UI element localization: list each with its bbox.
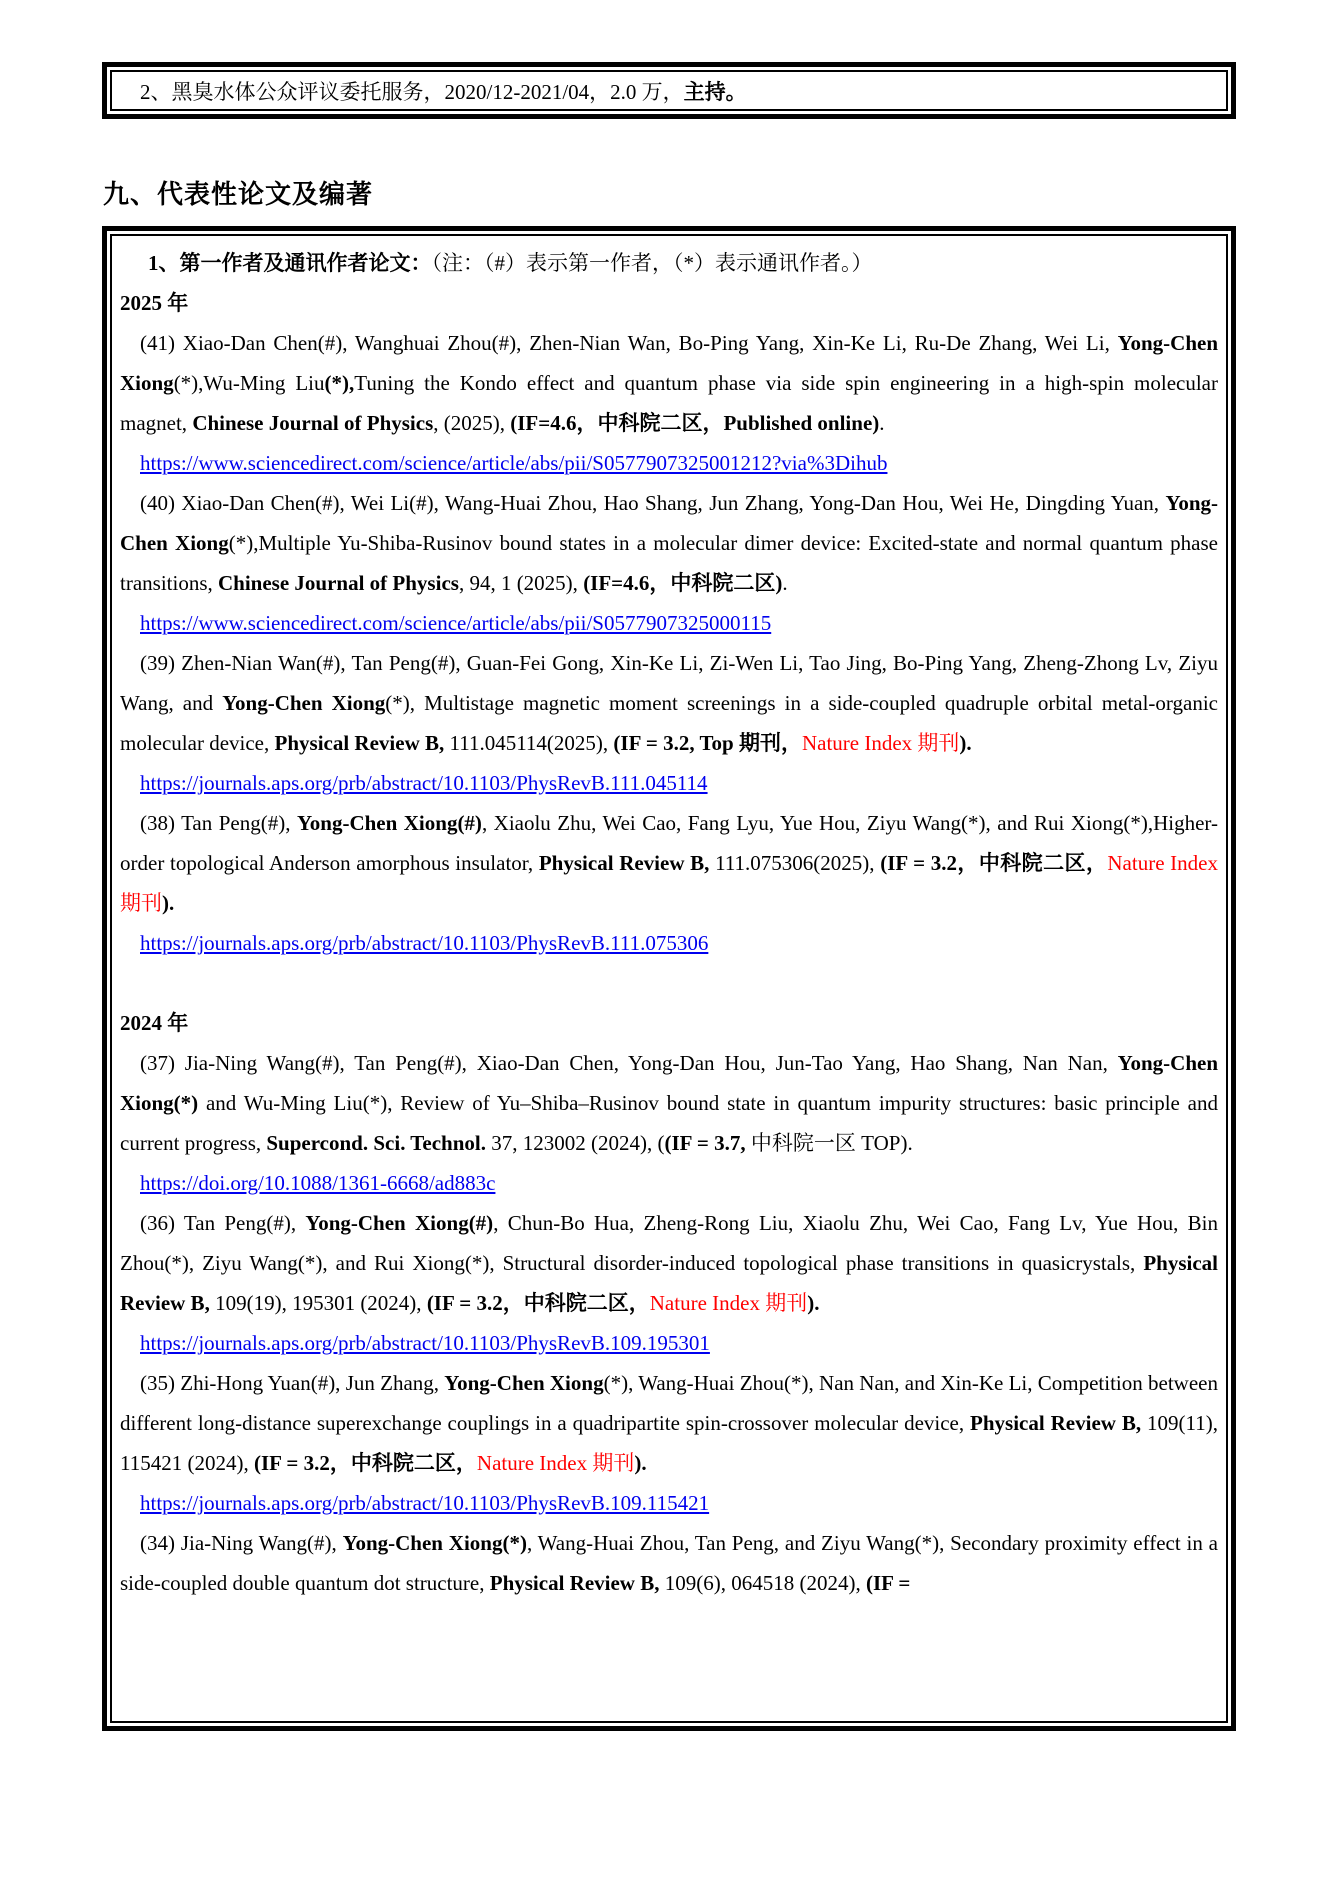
bold-text: Yong-Chen Xiong (222, 691, 386, 715)
bold-text: (IF = 3.2，中科院二区， (253, 1451, 477, 1475)
bold-text: (IF = (865, 1571, 911, 1595)
year-label: 2025 年 (120, 291, 189, 315)
bold-text: Yong-Chen Xiong (120, 331, 1218, 395)
publication-link[interactable]: https://journals.aps.org/prb/abstract/10.1103/PhysRevB.111.075306 (140, 931, 709, 955)
bold-text: (IF=4.6，中科院二区) (583, 571, 783, 595)
bold-text: ). (162, 891, 175, 915)
text-run: (41) Xiao-Dan Chen(#), Wanghuai Zhou(#), Zhen-Nian Wan, Bo-Ping Yang, Xin-Ke Li, Ru-De Zhang, Wei Li, (140, 331, 1118, 355)
text-run: , Chun-Bo Hua, Zheng-Rong Liu, Xiaolu Zhu, Wei Cao, Fang Lv, Yue Hou, Bin Zhou(*), Ziyu Wang(*), and Rui Xiong(*), Structural disorder-induced topological phase transitions in quasicrystals, (120, 1211, 1218, 1275)
bold-text: 1、第一作者及通讯作者论文： (148, 251, 432, 275)
publication-link-line (120, 763, 1218, 803)
bold-text: Yong-Chen Xiong(*) (120, 1051, 1218, 1115)
section-spacer (120, 963, 1218, 1003)
text-run: , 94, 1 (2025), (458, 571, 584, 595)
text-run: . (782, 571, 788, 595)
text-run: (35) Zhi-Hong Yuan(#), Jun Zhang, (140, 1371, 445, 1395)
publication-entry (120, 323, 1218, 443)
bold-text: (IF = 3.2，中科院二区， (426, 1291, 650, 1315)
text-run: (38) Tan Peng(#), (140, 811, 297, 835)
publication-entry (120, 1203, 1218, 1323)
publication-link-line (120, 603, 1218, 643)
text-run: 109(19), 195301 (2024), (209, 1291, 427, 1315)
bold-text: Physical Review B, (970, 1411, 1142, 1435)
text-run: , (2025), (433, 411, 511, 435)
text-run: 2、黑臭水体公众评议委托服务，2020/12-2021/04，2.0 万， (140, 80, 684, 104)
bold-text: Physical Review B, (489, 1571, 660, 1595)
text-run: (39) Zhen-Nian Wan(#), Tan Peng(#), Guan-Fei Gong, Xin-Ke Li, Zi-Wen Li, Tao Jing, Bo-Ping Yang, Zheng-Zhong Lv, Ziyu Wang, and (120, 651, 1218, 715)
publication-entry (120, 483, 1218, 603)
publications-box (102, 226, 1236, 1731)
publication-entry (120, 643, 1218, 763)
text-run: （注：（#）表示第一作者，（*）表示通讯作者。） (431, 251, 873, 275)
text-run: 111.075306(2025), (709, 851, 881, 875)
text-run: (40) Xiao-Dan Chen(#), Wei Li(#), Wang-Huai Zhou, Hao Shang, Jun Zhang, Yong-Dan Hou, Wei He, Dingding Yuan, (140, 491, 1166, 515)
publication-entry (120, 1523, 1218, 1603)
bold-text: (IF = 3.2，中科院二区， (880, 851, 1108, 875)
highlighted-text: Nature Index 期刊 (649, 1291, 808, 1315)
text-run: (*),Multiple Yu-Shiba-Rusinov bound states in a molecular dimer device: Excited-state and normal quantum phase transitions, (120, 531, 1218, 595)
publication-link-line (120, 1483, 1218, 1523)
publication-link-line (120, 1163, 1218, 1203)
text-run: (36) Tan Peng(#), (140, 1211, 306, 1235)
publication-link[interactable]: https://journals.aps.org/prb/abstract/10.1103/PhysRevB.109.195301 (140, 1331, 710, 1355)
bold-text: Yong-Chen Xiong (444, 1371, 604, 1395)
publication-entry (120, 1043, 1218, 1163)
publication-link[interactable]: https://doi.org/10.1088/1361-6668/ad883c (140, 1171, 496, 1195)
bold-text: Physical Review B, (274, 731, 445, 755)
project-item-box (102, 62, 1236, 119)
publications-box-inner (110, 234, 1228, 1723)
bold-text: (IF=4.6，中科院二区，Published online) (510, 411, 880, 435)
project-item-text (112, 72, 1226, 111)
highlighted-text: Nature Index 期刊 (801, 731, 960, 755)
publications-content (112, 236, 1226, 1603)
bold-text: (*), (324, 371, 355, 395)
bold-text: ). (634, 1451, 647, 1475)
project-item-box-inner (110, 70, 1228, 111)
publication-link[interactable]: https://journals.aps.org/prb/abstract/10.1103/PhysRevB.111.045114 (140, 771, 708, 795)
bold-text: ). (807, 1291, 820, 1315)
text-run: (37) Jia-Ning Wang(#), Tan Peng(#), Xiao-Dan Chen, Yong-Dan Hou, Jun-Tao Yang, Hao Shang, Nan Nan, (140, 1051, 1118, 1075)
bold-text: Chinese Journal of Physics (192, 411, 434, 435)
section-heading: 九、代表性论文及编著 (103, 180, 374, 209)
publication-entry (120, 1363, 1218, 1483)
publication-entry (120, 803, 1218, 923)
publication-link-line (120, 1323, 1218, 1363)
bold-text: (IF = 3.7, (664, 1131, 746, 1155)
bold-text: Physical Review B, (120, 1251, 1218, 1315)
year-label: 2024 年 (120, 1011, 189, 1035)
text-run: (34) Jia-Ning Wang(#), (140, 1531, 343, 1555)
text-run: 109(6), 064518 (2024), (659, 1571, 866, 1595)
bold-text: Yong-Chen Xiong (120, 491, 1218, 555)
bold-text: 主持。 (683, 80, 747, 104)
bold-text: Yong-Chen Xiong(*) (342, 1531, 527, 1555)
bold-text: Chinese Journal of Physics (218, 571, 459, 595)
text-run: (*), Wang-Huai Zhou(*), Nan Nan, and Xin-Ke Li, Competition between different long-distance superexchange couplings in a quadripartite spin-crossover molecular device, (120, 1371, 1218, 1435)
text-run: 109(11), 115421 (2024), (120, 1411, 1218, 1475)
bold-text: Physical Review B, (538, 851, 710, 875)
publication-link-line (120, 923, 1218, 963)
publication-link[interactable]: https://www.sciencedirect.com/science/article/abs/pii/S0577907325000115 (140, 611, 772, 635)
publication-link-line (120, 443, 1218, 483)
text-run: Tuning the Kondo effect and quantum phase via side spin engineering in a high-spin molecular magnet, (120, 371, 1218, 435)
bold-text: Yong-Chen Xiong(#) (296, 811, 482, 835)
text-run: . (879, 411, 885, 435)
text-run: and Wu-Ming Liu(*), Review of Yu–Shiba–Rusinov bound state in quantum impurity structures: basic principle and current progress, (120, 1091, 1218, 1155)
bold-text: (IF = 3.2, Top 期刊， (613, 731, 802, 755)
bold-text: ). (959, 731, 972, 755)
text-run: 中科院一区 TOP). (745, 1131, 913, 1155)
highlighted-text: Nature Index 期刊 (476, 1451, 635, 1475)
text-run: , Wang-Huai Zhou, Tan Peng, and Ziyu Wang(*), Secondary proximity effect in a side-coupled double quantum dot structure, (120, 1531, 1218, 1595)
text-run: 37, 123002 (2024), ( (485, 1131, 665, 1155)
highlighted-text: Nature Index 期刊 (120, 851, 1218, 915)
publication-link[interactable]: https://journals.aps.org/prb/abstract/10.1103/PhysRevB.109.115421 (140, 1491, 710, 1515)
bold-text: Yong-Chen Xiong(#) (305, 1211, 494, 1235)
bold-text: Supercond. Sci. Technol. (266, 1131, 486, 1155)
text-run: (*), Multistage magnetic moment screenings in a side-coupled quadruple orbital metal-organic molecular device, (120, 691, 1218, 755)
intro-line (120, 243, 1218, 283)
publication-link[interactable]: https://www.sciencedirect.com/science/article/abs/pii/S0577907325001212?via%3Dihub (140, 451, 888, 475)
text-run: (*),Wu-Ming Liu (173, 371, 325, 395)
text-run: 111.045114(2025), (444, 731, 614, 755)
text-run: , Xiaolu Zhu, Wei Cao, Fang Lyu, Yue Hou, Ziyu Wang(*), and Rui Xiong(*),Higher-order topological Anderson amorphous insulator, (120, 811, 1218, 875)
